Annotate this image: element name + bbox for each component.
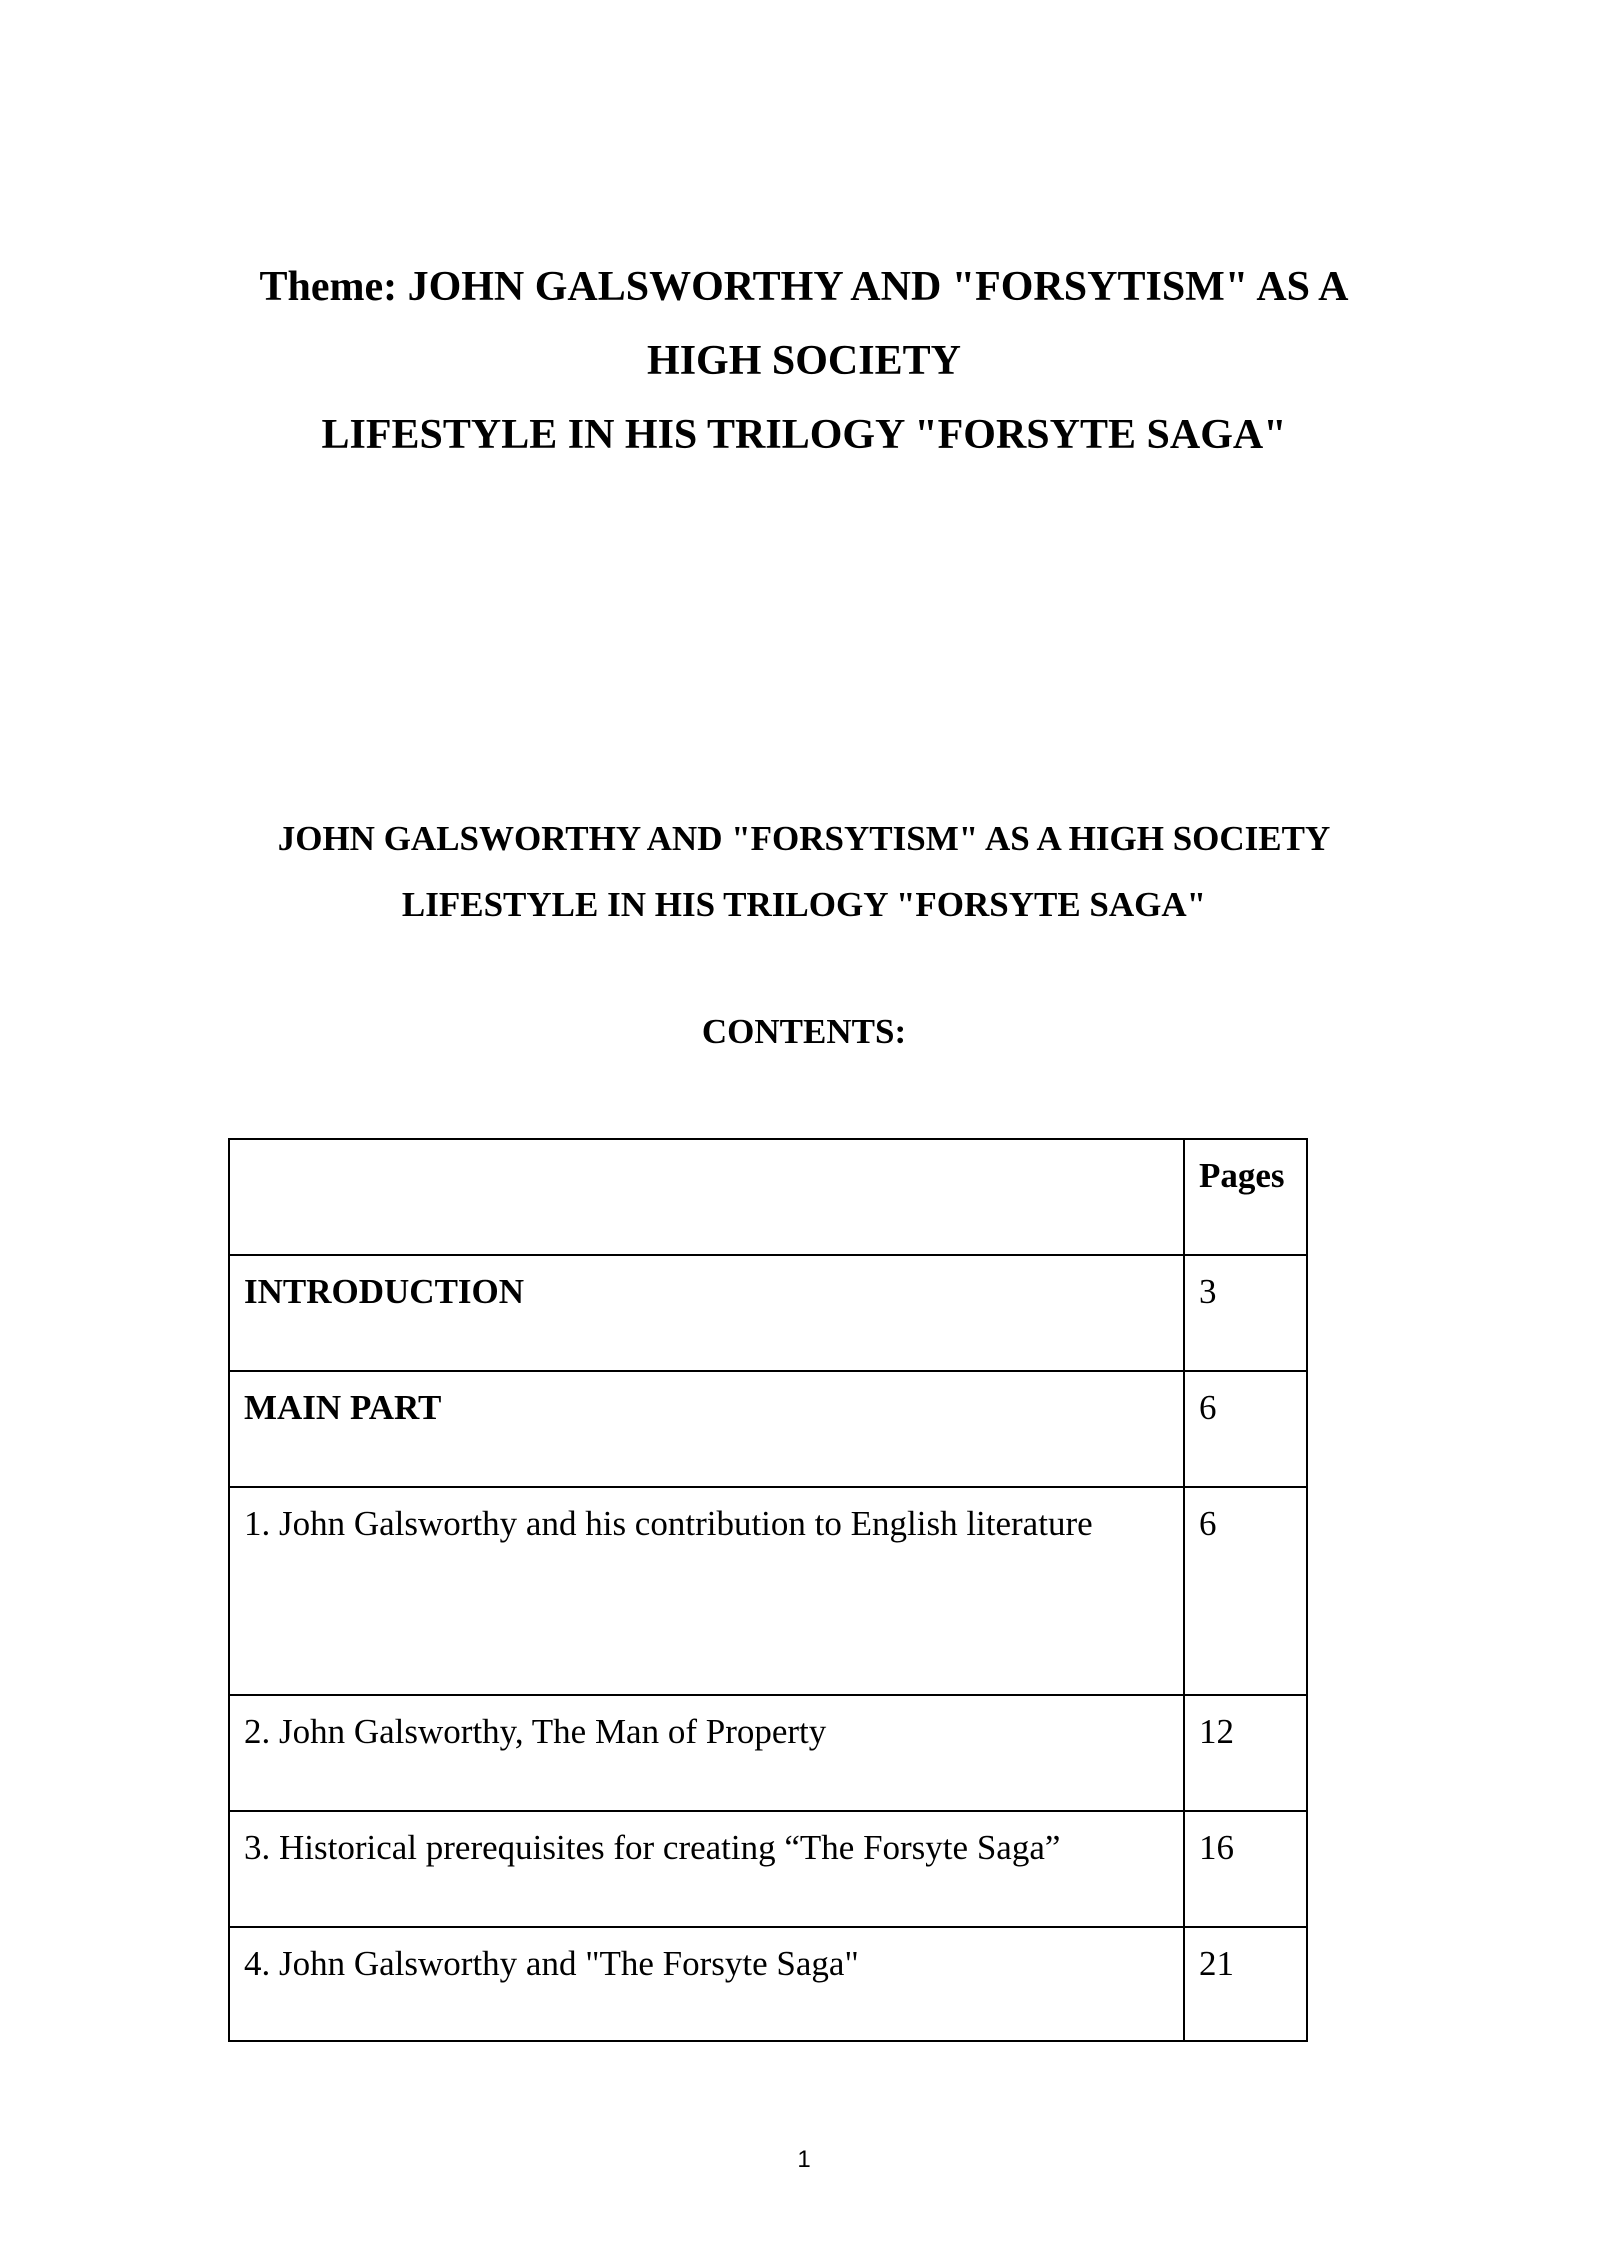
toc-row [229, 1927, 1307, 2041]
toc-row-title: MAIN PART [229, 1371, 1184, 1487]
toc-row [229, 1487, 1307, 1695]
toc-row [229, 1371, 1307, 1487]
toc-row-title: 2. John Galsworthy, The Man of Property [229, 1695, 1184, 1811]
subtitle-line-2: LIFESTYLE IN HIS TRILOGY "FORSYTE SAGA" [401, 885, 1207, 924]
theme-title-line-1: Theme: JOHN GALSWORTHY AND "FORSYTISM" AS A [259, 264, 1349, 310]
toc-row-page: 6 [1184, 1487, 1307, 1695]
toc-row-page: 6 [1184, 1371, 1307, 1487]
toc-row-title: INTRODUCTION [229, 1255, 1184, 1371]
toc-row [229, 1811, 1307, 1927]
toc-row-page: 21 [1184, 1927, 1307, 2041]
toc-row [229, 1255, 1307, 1371]
table-of-contents [228, 1138, 1308, 2042]
document-subtitle [200, 806, 1408, 938]
toc-row-page: 12 [1184, 1695, 1307, 1811]
subtitle-line-1: JOHN GALSWORTHY AND "FORSYTISM" AS A HIGH SOCIETY [277, 819, 1331, 858]
theme-title-line-3: LIFESTYLE IN HIS TRILOGY "FORSYTE SAGA" [321, 412, 1287, 458]
toc-row-title: 1. John Galsworthy and his contribution to English literature [229, 1487, 1184, 1695]
theme-title [200, 250, 1408, 472]
page-number: 1 [797, 2146, 811, 2173]
toc-header-row [229, 1139, 1307, 1255]
contents-heading: CONTENTS: [701, 1012, 907, 1051]
toc-row [229, 1695, 1307, 1811]
toc-header-pages: Pages [1184, 1139, 1307, 1255]
toc-row-page: 16 [1184, 1811, 1307, 1927]
toc-row-title: 3. Historical prerequisites for creating “The Forsyte Saga” [229, 1811, 1184, 1927]
theme-title-line-2: HIGH SOCIETY [647, 338, 961, 384]
toc-row-title: 4. John Galsworthy and "The Forsyte Saga" [229, 1927, 1184, 2041]
toc-row-page: 3 [1184, 1255, 1307, 1371]
toc-header-title [229, 1139, 1184, 1255]
